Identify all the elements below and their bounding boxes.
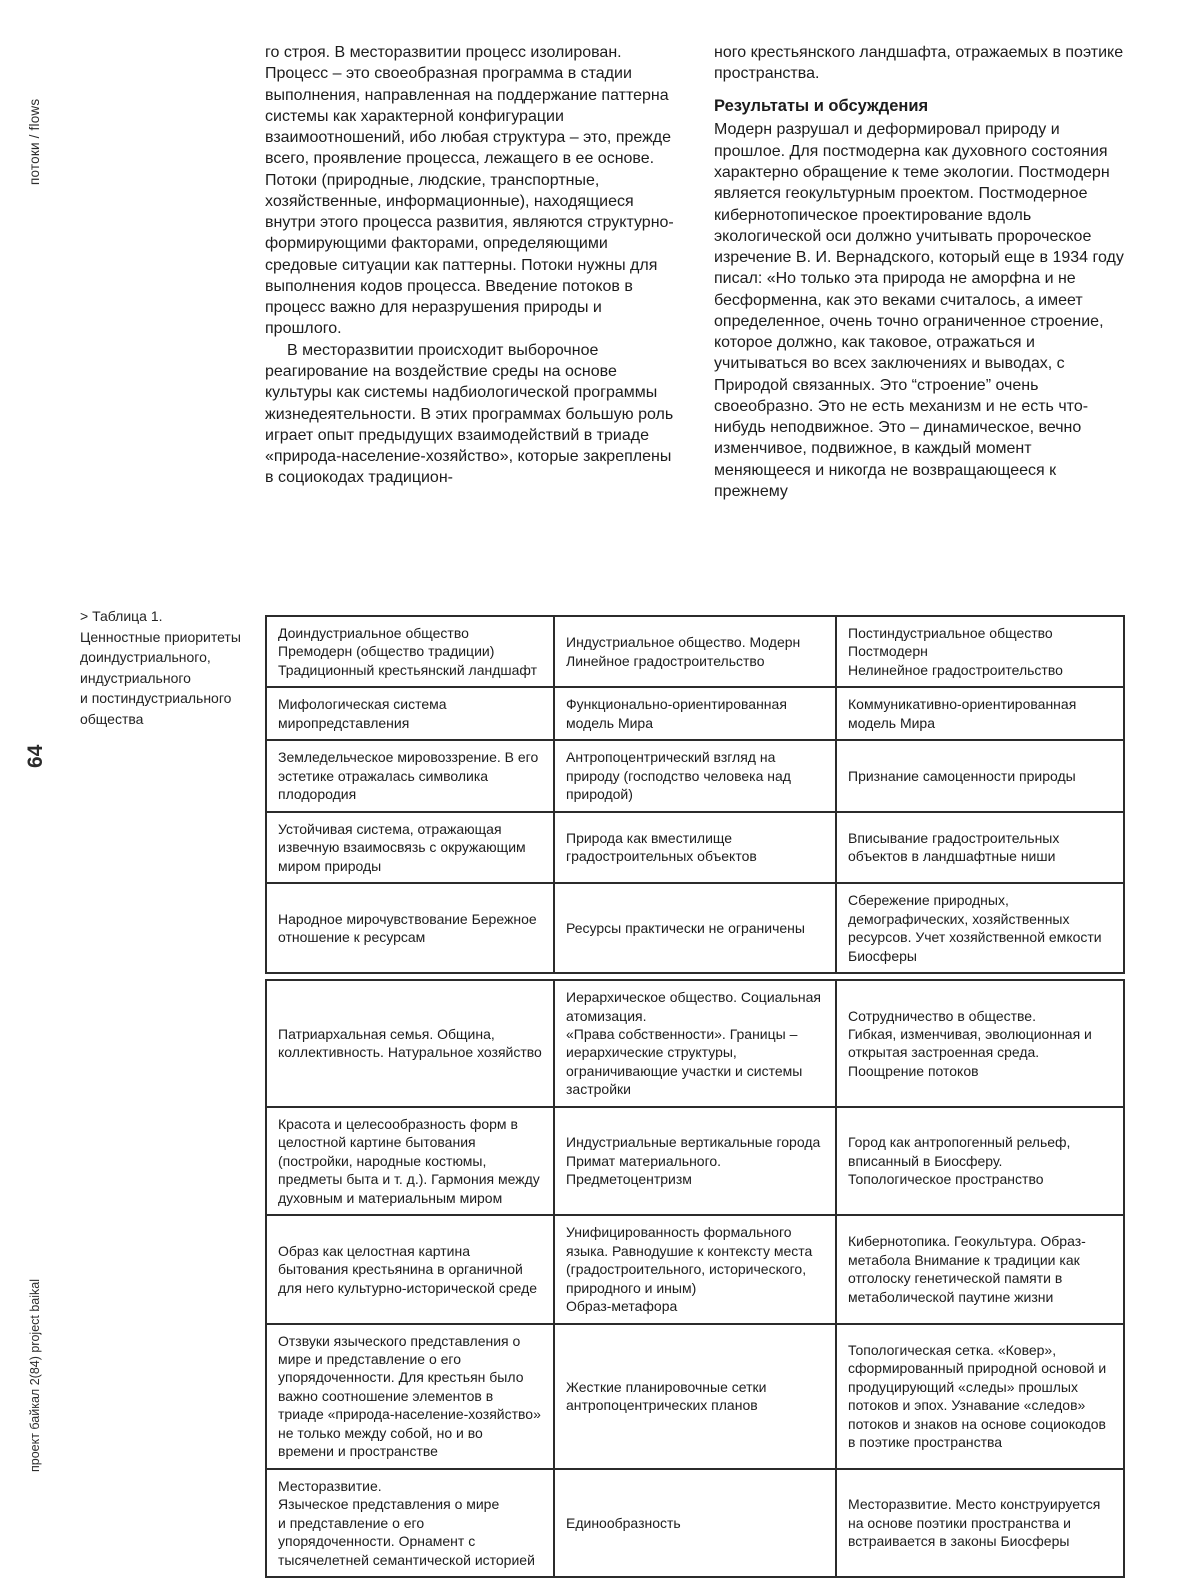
table-cell: Функционально-ориентированная модель Мира	[554, 687, 836, 740]
table-cell: Индустриальные вертикальные города Примат материального. Предметоцентризм	[554, 1107, 836, 1215]
table-row	[266, 616, 1124, 687]
table-cell: Земледельческое мировоззрение. В его эстетике отражалась символика плодородия	[266, 740, 554, 811]
journal-label: проект байкал 2(84) project baikal	[28, 1278, 42, 1472]
table-cell: Месторазвитие. Место конструируется на основе поэтики пространства и встраивается в законы Биосферы	[836, 1469, 1124, 1577]
table-cell: Образ как целостная картина бытования крестьянина в органичной для него культурно-исторической среде	[266, 1215, 554, 1323]
table-cell: Признание самоценности природы	[836, 740, 1124, 811]
table-cell: Постиндустриальное общество Постмодерн Нелинейное градостроительство	[836, 616, 1124, 687]
table-cell: Сотрудничество в обществе. Гибкая, изменчивая, эволюционная и открытая застроенная среда. Поощрение потоков	[836, 980, 1124, 1107]
table-cell: Красота и целесообразность форм в целостной картине бытования (постройки, народные костюмы, предметы быта и т. д.). Гармония между духовным и материальным миром	[266, 1107, 554, 1215]
table-row	[266, 980, 1124, 1107]
table-cell: Унифицированность формального языка. Равнодушие к контексту места (градостроительного, исторического, природного и иным) Образ-метафора	[554, 1215, 836, 1323]
table-row	[266, 740, 1124, 811]
table-cell: Природа как вместилище градостроительных объектов	[554, 812, 836, 883]
table-row	[266, 687, 1124, 740]
table-cell: Отзвуки языческого представления о мире и представление о его упорядоченности. Для крестьян было важно соотношение элементов в триаде «природа-население-хозяйство» не только между собой, но и во времени и пространстве	[266, 1324, 554, 1469]
page-number: 64	[24, 744, 47, 768]
paragraph: Модерн разрушал и деформировал природу и прошлое. Для постмодерна как духовного состояния характерно обращение к теме экологии. Постмодерн является геокультурным проектом. Постмодерное кибернотопическое проектирование вдоль экологической оси должно учитывать пророческое изречение В. И. Вернадского, который еще в 1934 году писал: «Но только эта природа не аморфна и не бесформенна, как это веками считалось, а имеет определенное, очень точно ограниченное строение, которое должно, как таковое, отражаться и учитываться во всех заключениях и выводах, с Природой связанных. Это “строение” очень своеобразно. Это не есть механизм и не есть что-нибудь неподвижное. Это – динамическое, вечно изменчивое, подвижное, в каждый момент меняющееся и никогда не возвращающееся к прежнему	[714, 121, 1124, 500]
section-heading: Результаты и обсуждения	[714, 96, 929, 115]
paragraph: го строя. В месторазвитии процесс изолирован. Процесс – это своеобразная программа в стадии выполнения, направленная на поддержание паттерна системы как характерной конфигурации взаимоотношений, ибо любая структура – это, прежде всего, проявление процесса, лежащего в ее основе. Потоки (природные, людские, транспортные, хозяйственные, информационные), находящиеся внутри этого процесса развития, являются структурно-формирующими факторами, определяющими средовые ситуации как паттерны. Потоки нужны для выполнения кодов процесса. Введение потоков в процесс важно для неразрушения природы и прошлого.	[265, 44, 674, 338]
table-cell: Антропоцентрический взгляд на природу (господство человека над природой)	[554, 740, 836, 811]
rubric-label: потоки / flows	[27, 98, 42, 185]
table-row	[266, 1107, 1124, 1215]
table-row	[266, 812, 1124, 883]
priorities-table	[265, 615, 1123, 1578]
table-cell: Доиндустриальное общество Премодерн (общество традиции) Традиционный крестьянский ландшафт	[266, 616, 554, 687]
table-cell: Устойчивая система, отражающая извечную взаимосвязь с окружающим миром природы	[266, 812, 554, 883]
article-column-left	[265, 42, 678, 502]
table-cell: Вписывание градостроительных объектов в ландшафтные ниши	[836, 812, 1124, 883]
table-cell: Сбережение природных, демографических, хозяйственных ресурсов. Учет хозяйственной емкости Биосферы	[836, 883, 1124, 973]
article-column-right	[714, 42, 1127, 502]
table-cell: Ресурсы практически не ограничены	[554, 883, 836, 973]
table-row	[266, 883, 1124, 973]
table-cell: Индустриальное общество. Модерн Линейное градостроительство	[554, 616, 836, 687]
table-cell: Кибернотопика. Геокультура. Образ-метабола Внимание к традиции как отголоску генетической памяти в метаболической паутине жизни	[836, 1215, 1124, 1323]
table-cell: Город как антропогенный рельеф, вписанный в Биосферу. Топологическое пространство	[836, 1107, 1124, 1215]
article-body	[265, 42, 1127, 502]
table-row	[266, 1324, 1124, 1469]
priorities-table-lower	[265, 979, 1125, 1578]
table-row	[266, 1469, 1124, 1577]
table-cell: Месторазвитие. Языческое представления о мире и представление о его упорядоченности. Орнамент с тысячелетней семантической историей	[266, 1469, 554, 1577]
table-row	[266, 1215, 1124, 1323]
paragraph: ного крестьянского ландшафта, отражаемых в поэтике пространства.	[714, 44, 1124, 83]
table-cell: Жесткие планировочные сетки антропоцентрических планов	[554, 1324, 836, 1469]
table-caption: > Таблица 1. Ценностные приоритеты доиндустриального, индустриального и постиндустриального общества	[80, 608, 241, 727]
table-cell: Топологическая сетка. «Ковер», сформированный природной основой и продуцирующий «следы» прошлых потоков и эпох. Узнавание «следов» потоков и знаков на основе социокодов в поэтике пространства	[836, 1324, 1124, 1469]
priorities-table-upper	[265, 615, 1125, 974]
table-cell: Патриархальная семья. Община, коллективность. Натуральное хозяйство	[266, 980, 554, 1107]
table-cell: Народное мирочувствование Бережное отношение к ресурсам	[266, 883, 554, 973]
table-cell: Единообразность	[554, 1469, 836, 1577]
paragraph: В месторазвитии происходит выборочное реагирование на воздействие среды на основе культуры как системы надбиологической программы жизнедеятельности. В этих программах большую роль играет опыт предыдущих взаимодействий в триаде «природа-население-хозяйство», которые закреплены в социокодах традицион-	[265, 341, 674, 487]
table-cell: Мифологическая система миропредставления	[266, 687, 554, 740]
table-cell: Коммуникативно-ориентированная модель Мира	[836, 687, 1124, 740]
table-cell: Иерархическое общество. Социальная атомизация. «Права собственности». Границы – иерархические структуры, ограничивающие участки и системы застройки	[554, 980, 836, 1107]
